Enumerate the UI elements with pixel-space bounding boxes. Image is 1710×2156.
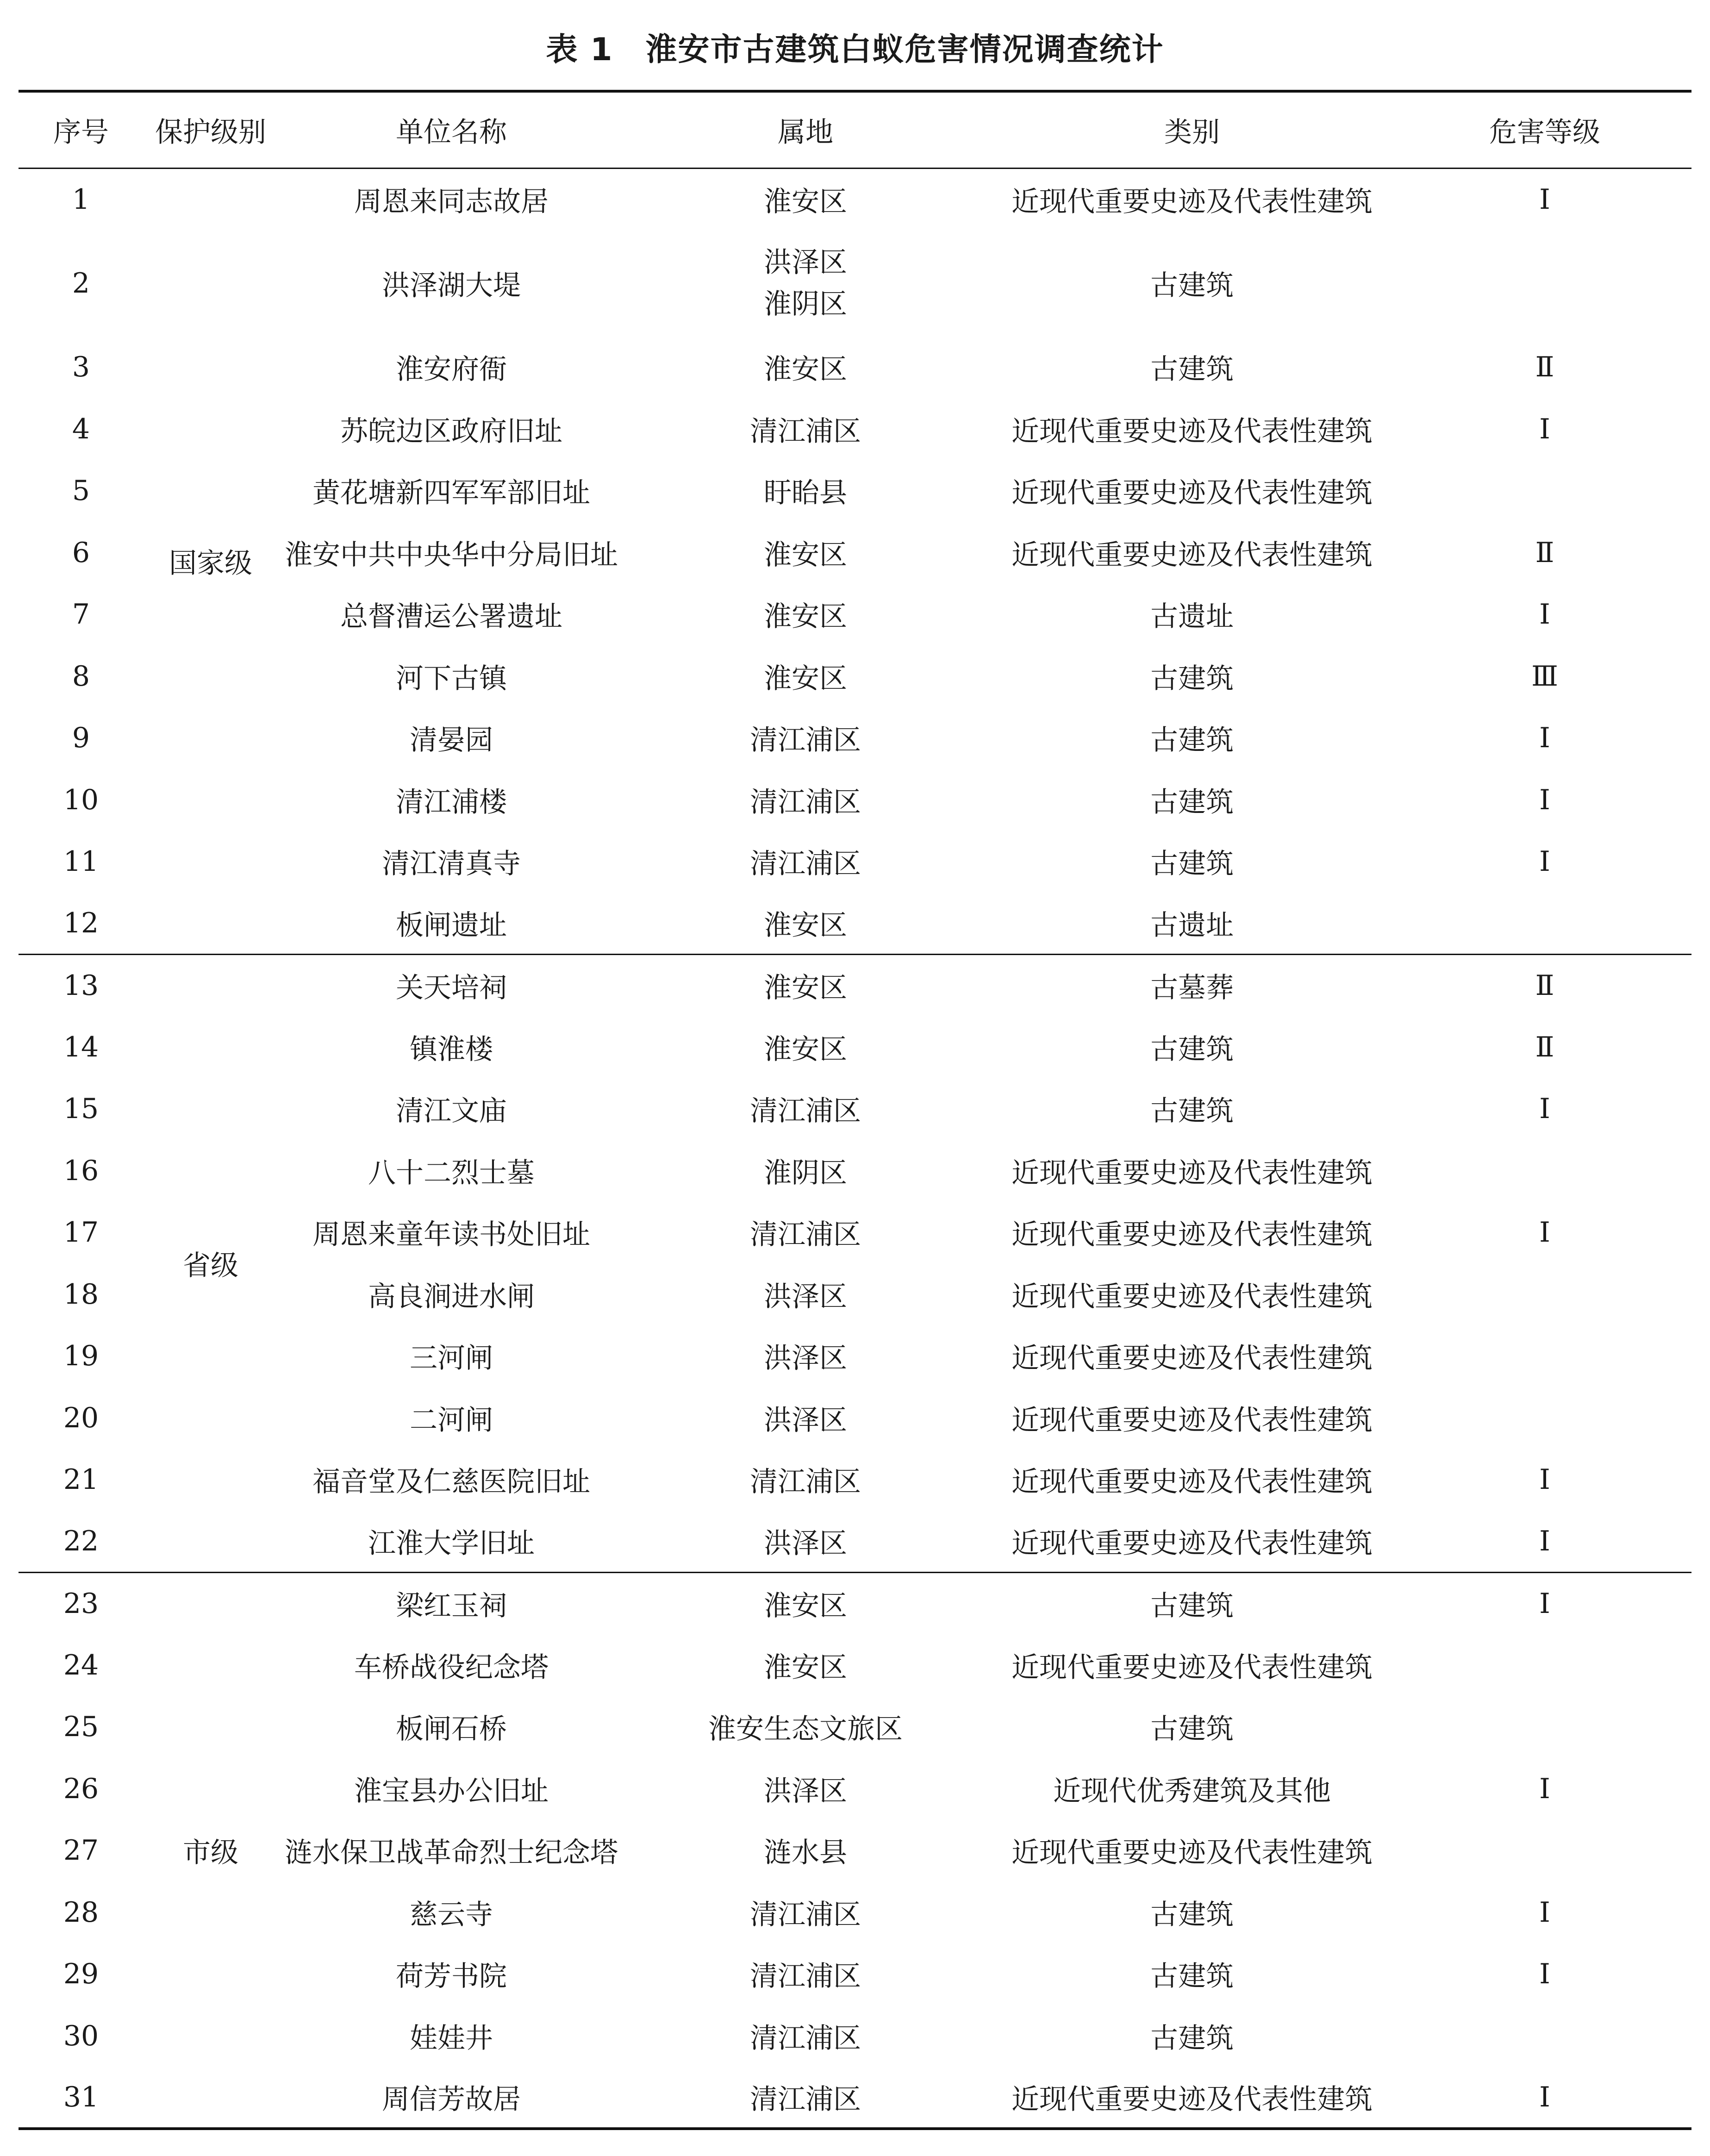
cell-no: 5 bbox=[72, 475, 90, 507]
cell-no: 26 bbox=[63, 1772, 99, 1805]
cell-hazard-level: Ⅱ bbox=[1535, 536, 1554, 569]
cell-location: 洪泽区 bbox=[764, 1404, 847, 1437]
cell-location: 清江浦区 bbox=[750, 1219, 861, 1251]
cell-no: 22 bbox=[19, 1511, 144, 1573]
cell-category: 近现代重要史迹及代表性建筑 bbox=[1011, 1280, 1373, 1313]
cell-location: 淮安区 bbox=[764, 1651, 847, 1684]
table-row bbox=[19, 955, 1691, 1017]
cell-location: 淮安区 bbox=[764, 1590, 847, 1622]
cell-category: 古建筑 bbox=[1150, 848, 1234, 881]
cell-unit-name: 板闸石桥 bbox=[396, 1713, 507, 1746]
cell-category: 古建筑 bbox=[1150, 1590, 1234, 1622]
cell-unit-name: 洪泽湖大堤 bbox=[382, 269, 521, 302]
cell-category: 古建筑 bbox=[1150, 1095, 1234, 1128]
cell-hazard-level bbox=[1398, 1696, 1691, 1758]
cell-location: 淮安区 bbox=[764, 600, 847, 633]
table-row bbox=[19, 1573, 1691, 1635]
cell-no: 18 bbox=[63, 1278, 99, 1311]
cell-no: 7 bbox=[72, 598, 90, 631]
cell-category: 近现代重要史迹及代表性建筑 bbox=[1011, 1837, 1373, 1869]
cell-unit-name: 慈云寺 bbox=[410, 1898, 493, 1931]
cell-hazard-level: Ⅲ bbox=[1531, 660, 1558, 693]
table-body bbox=[19, 168, 1691, 2129]
cell-unit-name: 江淮大学旧址 bbox=[278, 1511, 625, 1573]
cell-unit-name: 梁红玉祠 bbox=[396, 1590, 507, 1622]
cell-hazard-level: Ⅰ bbox=[1539, 1958, 1550, 1991]
cell-category: 近现代重要史迹及代表性建筑 bbox=[1011, 538, 1373, 571]
cell-no: 4 bbox=[72, 412, 90, 445]
cell-location: 淮安区 bbox=[764, 662, 847, 695]
cell-hazard-level bbox=[1398, 1263, 1691, 1325]
cell-no: 11 bbox=[63, 845, 99, 878]
termite-survey-table bbox=[19, 90, 1691, 2130]
cell-unit-name: 娃娃井 bbox=[410, 2022, 493, 2055]
cell-location: 淮安区 bbox=[764, 538, 847, 571]
cell-location: 淮安区 bbox=[764, 972, 847, 1004]
cell-unit-name: 荷芳书院 bbox=[396, 1960, 507, 1993]
cell-category: 近现代重要史迹及代表性建筑 bbox=[1011, 1156, 1373, 1189]
header-no: 序号 bbox=[19, 91, 144, 168]
cell-no: 1 bbox=[72, 183, 90, 216]
cell-location: 盱眙县 bbox=[764, 477, 847, 510]
cell-hazard-level bbox=[1398, 893, 1691, 955]
cell-category: 近现代重要史迹及代表性建筑 bbox=[1011, 1219, 1373, 1251]
cell-category: 古建筑 bbox=[1150, 724, 1234, 757]
cell-location: 淮安生态文旅区 bbox=[708, 1713, 903, 1746]
cell-unit-name: 车桥战役纪念塔 bbox=[354, 1651, 549, 1684]
cell-location: 清江浦区 bbox=[750, 1466, 861, 1499]
cell-unit-name: 板闸遗址 bbox=[278, 893, 625, 955]
cell-unit-name: 黄花塘新四军军部旧址 bbox=[312, 477, 590, 510]
cell-location: 洪泽区 bbox=[764, 1342, 847, 1375]
header-location: 属地 bbox=[625, 91, 986, 168]
cell-hazard-level: Ⅰ bbox=[1539, 1093, 1550, 1125]
cell-hazard-level: Ⅰ bbox=[1539, 1896, 1550, 1929]
cell-no: 25 bbox=[63, 1711, 99, 1744]
cell-location: 清江浦区 bbox=[750, 1898, 861, 1931]
cell-category: 近现代重要史迹及代表性建筑 bbox=[1011, 477, 1373, 510]
cell-location: 淮安区 bbox=[625, 893, 986, 955]
cell-unit-name: 清江清真寺 bbox=[382, 848, 521, 881]
cell-no: 2 bbox=[72, 267, 90, 300]
cell-hazard-level bbox=[1398, 1634, 1691, 1696]
cell-hazard-level: Ⅰ bbox=[1398, 1511, 1691, 1573]
cell-location: 清江浦区 bbox=[625, 2067, 986, 2129]
cell-category: 近现代重要史迹及代表性建筑 bbox=[986, 1511, 1398, 1573]
cell-no: 20 bbox=[63, 1401, 99, 1434]
cell-hazard-level bbox=[1398, 1325, 1691, 1387]
cell-category: 古建筑 bbox=[1150, 1713, 1234, 1746]
cell-category: 古建筑 bbox=[1150, 269, 1234, 302]
cell-unit-name: 清晏园 bbox=[410, 724, 493, 757]
cell-protection-level: 国家级 bbox=[144, 168, 278, 955]
cell-unit-name: 周信芳故居 bbox=[278, 2067, 625, 2129]
cell-category: 近现代重要史迹及代表性建筑 bbox=[1011, 1466, 1373, 1499]
cell-no: 17 bbox=[63, 1216, 99, 1249]
cell-location: 清江浦区 bbox=[750, 2022, 861, 2055]
cell-unit-name: 福音堂及仁慈医院旧址 bbox=[312, 1466, 590, 1499]
cell-hazard-level: Ⅱ bbox=[1535, 351, 1554, 384]
cell-protection-level: 省级 bbox=[144, 955, 278, 1573]
table-header bbox=[19, 91, 1691, 168]
cell-category: 古建筑 bbox=[1150, 353, 1234, 386]
cell-hazard-level bbox=[1398, 2005, 1691, 2067]
cell-category: 近现代重要史迹及代表性建筑 bbox=[1011, 185, 1373, 218]
cell-no: 16 bbox=[63, 1154, 99, 1187]
cell-location: 清江浦区 bbox=[750, 1960, 861, 1993]
cell-no: 24 bbox=[63, 1649, 99, 1681]
cell-hazard-level: Ⅰ bbox=[1539, 1587, 1550, 1620]
cell-hazard-level: Ⅰ bbox=[1539, 722, 1550, 755]
cell-unit-name: 三河闸 bbox=[410, 1342, 493, 1375]
cell-location: 淮安区 bbox=[764, 353, 847, 386]
cell-no: 29 bbox=[63, 1958, 99, 1991]
cell-hazard-level: Ⅰ bbox=[1539, 183, 1550, 216]
cell-location: 清江浦区 bbox=[750, 724, 861, 757]
cell-location: 洪泽区 bbox=[764, 1775, 847, 1807]
cell-category: 近现代重要史迹及代表性建筑 bbox=[1011, 1404, 1373, 1437]
cell-hazard-level: Ⅱ bbox=[1535, 969, 1554, 1002]
cell-no: 21 bbox=[63, 1463, 99, 1496]
cell-no: 12 bbox=[19, 893, 144, 955]
header-row bbox=[19, 91, 1691, 168]
cell-category: 近现代优秀建筑及其他 bbox=[1053, 1775, 1331, 1807]
cell-location: 清江浦区 bbox=[750, 848, 861, 881]
cell-category: 古墓葬 bbox=[1150, 972, 1234, 1004]
cell-location bbox=[625, 230, 986, 337]
cell-no: 6 bbox=[72, 536, 90, 569]
cell-hazard-level: Ⅰ bbox=[1539, 598, 1550, 631]
cell-no: 15 bbox=[63, 1093, 99, 1125]
cell-unit-name: 淮安府衙 bbox=[396, 353, 507, 386]
cell-category: 古建筑 bbox=[1150, 662, 1234, 695]
cell-hazard-level bbox=[1398, 1140, 1691, 1202]
cell-hazard-level bbox=[1398, 230, 1691, 337]
cell-hazard-level: Ⅰ bbox=[1539, 1216, 1550, 1249]
cell-hazard-level: Ⅰ bbox=[1398, 2067, 1691, 2129]
cell-category: 近现代重要史迹及代表性建筑 bbox=[986, 2067, 1398, 2129]
cell-unit-name: 淮宝县办公旧址 bbox=[354, 1775, 549, 1807]
cell-unit-name: 高良涧进水闸 bbox=[368, 1280, 535, 1313]
table-caption-label: 表 1 bbox=[546, 31, 613, 68]
location-line: 洪泽区 bbox=[764, 246, 847, 279]
cell-location: 涟水县 bbox=[764, 1837, 847, 1869]
cell-no: 3 bbox=[72, 351, 90, 384]
cell-location: 洪泽区 bbox=[764, 1280, 847, 1313]
header-name: 单位名称 bbox=[278, 91, 625, 168]
cell-category: 古建筑 bbox=[1150, 1898, 1234, 1931]
cell-category: 古建筑 bbox=[1150, 1960, 1234, 1993]
cell-no: 9 bbox=[72, 722, 90, 755]
cell-unit-name: 关天培祠 bbox=[396, 972, 507, 1004]
cell-category: 近现代重要史迹及代表性建筑 bbox=[1011, 1342, 1373, 1375]
cell-hazard-level bbox=[1398, 460, 1691, 522]
cell-location: 清江浦区 bbox=[750, 415, 861, 448]
header-category: 类别 bbox=[986, 91, 1398, 168]
cell-location: 淮安区 bbox=[764, 1033, 847, 1066]
cell-location: 清江浦区 bbox=[750, 1095, 861, 1128]
cell-no: 30 bbox=[63, 2019, 99, 2052]
cell-no: 13 bbox=[63, 969, 99, 1002]
cell-hazard-level: Ⅰ bbox=[1539, 1772, 1550, 1805]
cell-protection-level: 市级 bbox=[144, 1573, 278, 2129]
cell-hazard-level bbox=[1398, 1387, 1691, 1449]
cell-no: 19 bbox=[63, 1340, 99, 1373]
cell-location: 洪泽区 bbox=[625, 1511, 986, 1573]
cell-unit-name: 八十二烈士墓 bbox=[368, 1156, 535, 1189]
cell-hazard-level: Ⅱ bbox=[1535, 1031, 1554, 1063]
header-level: 保护级别 bbox=[144, 91, 278, 168]
cell-category: 古建筑 bbox=[1150, 2022, 1234, 2055]
cell-no: 31 bbox=[19, 2067, 144, 2129]
cell-no: 28 bbox=[63, 1896, 99, 1929]
cell-unit-name: 二河闸 bbox=[410, 1404, 493, 1437]
cell-unit-name: 周恩来童年读书处旧址 bbox=[312, 1219, 590, 1251]
cell-hazard-level: Ⅰ bbox=[1539, 845, 1550, 878]
table-row bbox=[19, 168, 1691, 230]
cell-category: 古建筑 bbox=[1150, 786, 1234, 819]
cell-unit-name: 镇淮楼 bbox=[410, 1033, 493, 1066]
cell-unit-name: 清江文庙 bbox=[396, 1095, 507, 1128]
cell-no: 27 bbox=[63, 1834, 99, 1867]
cell-unit-name: 河下古镇 bbox=[396, 662, 507, 695]
table-caption-title: 淮安市古建筑白蚁危害情况调查统计 bbox=[645, 31, 1164, 68]
cell-location: 淮阴区 bbox=[764, 1156, 847, 1189]
cell-no: 8 bbox=[72, 660, 90, 693]
cell-location: 淮安区 bbox=[764, 185, 847, 218]
cell-unit-name: 涟水保卫战革命烈士纪念塔 bbox=[285, 1837, 618, 1869]
cell-no: 10 bbox=[63, 783, 99, 816]
table-caption bbox=[0, 22, 1710, 78]
location-line: 淮阴区 bbox=[764, 287, 847, 320]
cell-no: 23 bbox=[63, 1587, 99, 1620]
cell-unit-name: 清江浦楼 bbox=[396, 786, 507, 819]
cell-unit-name: 苏皖边区政府旧址 bbox=[340, 415, 562, 448]
cell-category: 近现代重要史迹及代表性建筑 bbox=[1011, 1651, 1373, 1684]
cell-category: 古建筑 bbox=[1150, 1033, 1234, 1066]
cell-category: 古遗址 bbox=[1150, 600, 1234, 633]
cell-unit-name: 周恩来同志故居 bbox=[354, 185, 549, 218]
cell-hazard-level: Ⅰ bbox=[1539, 783, 1550, 816]
cell-hazard-level: Ⅰ bbox=[1539, 412, 1550, 445]
cell-category: 近现代重要史迹及代表性建筑 bbox=[1011, 415, 1373, 448]
cell-no: 14 bbox=[63, 1031, 99, 1063]
header-hazard: 危害等级 bbox=[1398, 91, 1691, 168]
cell-unit-name: 淮安中共中央华中分局旧址 bbox=[285, 538, 618, 571]
cell-category: 古遗址 bbox=[986, 893, 1398, 955]
cell-hazard-level: Ⅰ bbox=[1539, 1463, 1550, 1496]
cell-unit-name: 总督漕运公署遗址 bbox=[340, 600, 562, 633]
cell-hazard-level bbox=[1398, 1820, 1691, 1882]
cell-location: 清江浦区 bbox=[750, 786, 861, 819]
